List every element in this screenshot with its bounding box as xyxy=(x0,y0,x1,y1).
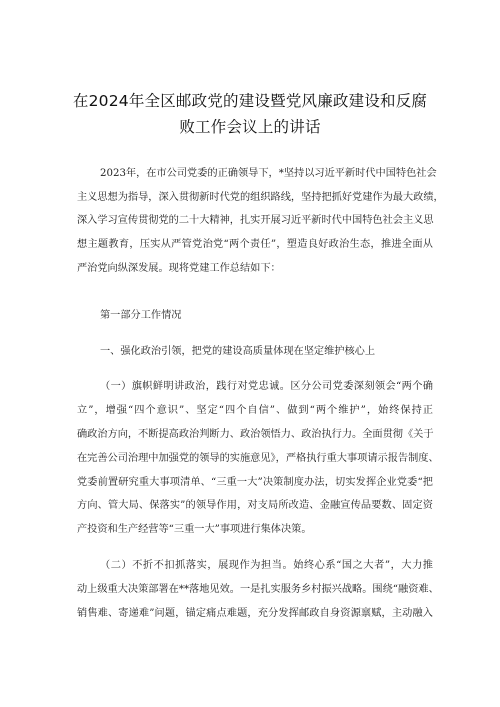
part-heading: 第一部分工作情况 xyxy=(100,310,182,321)
intro-line: 2023年，在市公司党委的正确领导下，*坚持以习近平新时代中国特色社会 xyxy=(100,168,437,179)
paragraph-line: 确政治方向，不断提高政治判断力、政治领悟力、政治执行力。全面贯彻《关于 xyxy=(77,429,434,440)
paragraph-line: 立”，增强“四个意识”、坚定“四个自信”、做到“两个维护”，始终保持正 xyxy=(77,405,433,416)
paragraph-line: 党委前置研究重大事项清单、“三重一大”决策制度办法，切实发挥企业党委“把 xyxy=(77,477,433,488)
title-line-2: 败工作会议上的讲话 xyxy=(179,118,321,136)
paragraph-line: （二）不折不扣抓落实，展现作为担当。始终心系“国之大者”，大力推 xyxy=(100,560,433,571)
intro-line: 严治党向纵深发展。现将党建工作总结如下： xyxy=(77,263,281,274)
intro-line: 主义思想为指导，深入贯彻新时代党的组织路线，坚持把抓好党建作为最大政绩， xyxy=(77,192,444,203)
paragraph-line: （一）旗帜鲜明讲政治，践行对党忠诚。区分公司党委深刻领会“两个确 xyxy=(100,381,433,392)
paragraph-line: 动上级重大决策部署在**落地见效。一是扎实服务乡村振兴战略。围绕“融资难、 xyxy=(77,584,439,595)
paragraph-line: 产投资和生产经营等“三重一大”事项进行集体决策。 xyxy=(77,524,312,535)
section-heading: 一、强化政治引领，把党的建设高质量体现在坚定维护核心上 xyxy=(100,346,376,357)
paragraph-line: 销售难、寄递难”问题，锚定痛点难题，充分发挥邮政自身资源禀赋，主动融入 xyxy=(77,608,433,619)
intro-line: 想主题教育，压实从严管党治党“两个责任”，塑造良好政治生态，推进全面从 xyxy=(77,239,433,250)
paragraph-line: 在完善公司治理中加强党的领导的实施意见》，严格执行重大事项请示报告制度、 xyxy=(77,453,439,464)
paragraph-line: 方向、管大局、保落实”的领导作用，对支局所改造、金融宣传品要数、固定资 xyxy=(77,500,433,511)
intro-line: 深入学习宣传贯彻党的二十大精神，扎实开展习近平新时代中国特色社会主义思 xyxy=(77,215,434,226)
document-title xyxy=(40,88,460,140)
title-line-1: 在2024年全区邮政党的建设暨党风廉政建设和反腐 xyxy=(72,92,428,110)
